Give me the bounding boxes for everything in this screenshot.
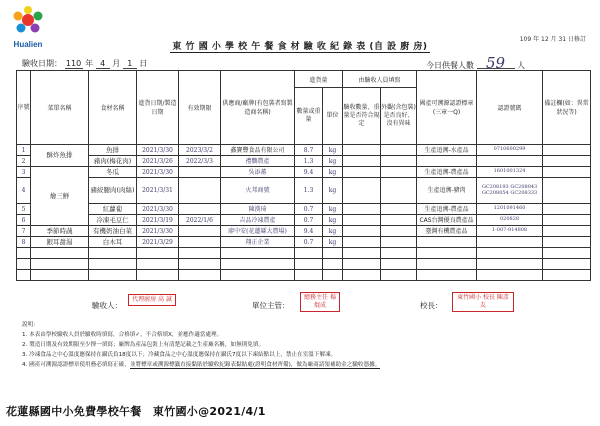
cell-supplier: 廖中安(花蓮縣大農場) xyxy=(221,226,295,237)
cell-trace xyxy=(417,156,477,167)
cell-expiry: 2022/3/3 xyxy=(179,156,221,167)
cell-check-app xyxy=(381,248,417,259)
cell-unit xyxy=(323,270,343,281)
header-in-amount: 進貨量 xyxy=(295,71,343,88)
header-food: 食材名稱 xyxy=(89,71,137,145)
cell-note xyxy=(543,237,591,248)
cell-check-qty xyxy=(343,156,381,167)
cell-note xyxy=(543,167,591,178)
cell-dish xyxy=(31,259,89,270)
cell-in-date: 2021/3/30 xyxy=(137,167,179,178)
cell-expiry: 2022/1/6 xyxy=(179,215,221,226)
table-row xyxy=(17,178,591,204)
note-item: 3. 冷凍食品之中心溫度應保持在攝氏負18度以下；冷藏食品之中心溫度應保持在攝氏7度以下凍結點以上，禁止在室溫下解凍。 xyxy=(22,352,337,358)
cell-seq: 6 xyxy=(17,215,31,226)
cell-trace: 生產追溯-豬肉 xyxy=(417,178,477,204)
cell-note xyxy=(543,248,591,259)
cell-trace: 生產追溯-農產品 xyxy=(417,167,477,178)
table-row xyxy=(17,167,591,178)
cell-expiry xyxy=(179,167,221,178)
cell-food xyxy=(89,259,137,270)
cell-cert: 0710600299 xyxy=(477,145,543,156)
footer-caption: 花蓮縣國中小免費學校午餐 東竹國小@2021/4/1 xyxy=(6,405,266,418)
cell-in-date: 2021/3/31 xyxy=(137,178,179,204)
cell-note xyxy=(543,145,591,156)
note-item: 1. 本表由學校驗收人員於驗收時填寫，合格填✓，不合格填X，並應作適當處理。 xyxy=(22,332,223,338)
cell-seq: 8 xyxy=(17,237,31,248)
cell-supplier: 翔正企業 xyxy=(221,237,295,248)
revision-date: 109 年 12 月 31 日修訂 xyxy=(519,36,586,43)
cell-note xyxy=(543,178,591,204)
cell-trace xyxy=(417,259,477,270)
cell-unit xyxy=(323,259,343,270)
header-note: 備註欄(如：異常狀況等) xyxy=(543,71,591,145)
note-item: 4. 國產可溯源認證標章使用務必填寫正確，並將標章或溯源標籤直接黏貼於驗收紀錄表黏貼處(證明食材齊備)，做為廠商請領補助金之驗收憑據。 xyxy=(22,362,381,368)
cell-check-app xyxy=(381,167,417,178)
note-emphasis: 並將標章或溯源標籤直接黏貼於驗收紀錄表黏貼處(證明食材齊備)，做為廠商請領補助金之驗收憑據。 xyxy=(129,362,381,368)
cell-cert: 020828 xyxy=(477,215,543,226)
table-row xyxy=(17,259,591,270)
cell-check-app xyxy=(381,237,417,248)
cell-cert: 1601001324 xyxy=(477,167,543,178)
cell-food: 有機奶油白菜 xyxy=(89,226,137,237)
cell-qty xyxy=(295,248,323,259)
cell-note xyxy=(543,204,591,215)
cell-seq xyxy=(17,259,31,270)
cell-note xyxy=(543,215,591,226)
cell-food: 豬肉(梅花肉) xyxy=(89,156,137,167)
cell-in-date: 2021/3/30 xyxy=(137,145,179,156)
cell-seq xyxy=(17,248,31,259)
inspector-label: 驗收人： xyxy=(92,301,122,310)
header-cert-no: 認證號碼 xyxy=(477,71,543,145)
cell-expiry xyxy=(179,237,221,248)
header-expiry: 有效期限 xyxy=(179,71,221,145)
cell-cert xyxy=(477,259,543,270)
cell-unit: kg xyxy=(323,226,343,237)
cell-seq: 1 xyxy=(17,145,31,156)
cell-check-app xyxy=(381,145,417,156)
cell-qty xyxy=(295,259,323,270)
cell-seq: 5 xyxy=(17,204,31,215)
header-unit: 單位 xyxy=(323,88,343,145)
table-row xyxy=(17,226,591,237)
header-quantity: 數量或重量 xyxy=(295,88,323,145)
cell-in-date: 2021/3/19 xyxy=(137,215,179,226)
cell-expiry xyxy=(179,259,221,270)
cell-dish xyxy=(31,248,89,259)
inspection-date-row: 驗收日期： 110 年 4 月 1 日 xyxy=(22,59,148,68)
cell-check-qty xyxy=(343,248,381,259)
cell-supplier: 吉品冷凍農產 xyxy=(221,215,295,226)
cell-trace: CAS台灣優良農產品 xyxy=(417,215,477,226)
cell-cert: GC208193 GC208043 GC208054 GC208333 xyxy=(477,178,543,204)
cell-cert xyxy=(477,270,543,281)
cell-food xyxy=(89,270,137,281)
cell-unit: kg xyxy=(323,204,343,215)
cell-dish: 銀耳甜湯 xyxy=(31,237,89,248)
cell-food: 冬瓜 xyxy=(89,167,137,178)
notes-section xyxy=(22,320,592,370)
table-row xyxy=(17,237,591,248)
cell-qty: 0.7 xyxy=(295,215,323,226)
table-row xyxy=(17,204,591,215)
cell-qty xyxy=(295,270,323,281)
cell-food: 魚排 xyxy=(89,145,137,156)
inspection-table xyxy=(16,70,591,281)
cell-unit: kg xyxy=(323,156,343,167)
cell-dish xyxy=(31,270,89,281)
cell-check-app xyxy=(381,178,417,204)
table-row xyxy=(17,215,591,226)
cell-in-date: 2021/3/30 xyxy=(137,204,179,215)
cell-cert xyxy=(477,237,543,248)
cell-note xyxy=(543,270,591,281)
cell-in-date: 2021/3/26 xyxy=(137,156,179,167)
cell-in-date: 2021/3/29 xyxy=(137,237,179,248)
cell-note xyxy=(543,259,591,270)
cell-in-date xyxy=(137,270,179,281)
cell-unit: kg xyxy=(323,167,343,178)
cell-check-qty xyxy=(343,167,381,178)
cell-dish: 季節時蔬 xyxy=(31,226,89,237)
cell-trace xyxy=(417,270,477,281)
cell-food: 紅蘿蔔 xyxy=(89,204,137,215)
meal-count-value: 59 xyxy=(477,58,515,69)
cell-check-qty xyxy=(343,270,381,281)
cell-trace xyxy=(417,248,477,259)
cell-seq: 7 xyxy=(17,226,31,237)
cell-food: 冷凍毛豆仁 xyxy=(89,215,137,226)
cell-in-date xyxy=(137,259,179,270)
cell-check-qty xyxy=(343,215,381,226)
cell-qty: 9.4 xyxy=(295,226,323,237)
cell-qty: 1.3 xyxy=(295,178,323,204)
header-check-appearance: 外觀(含包裝)是否良好、沒有異味 xyxy=(381,88,417,145)
table-row xyxy=(17,248,591,259)
cell-check-qty xyxy=(343,259,381,270)
cell-supplier: 鑫寶豐食品有限公司 xyxy=(221,145,295,156)
header-check-qty: 驗收數量、重量是否符合規定 xyxy=(343,88,381,145)
cell-qty: 0.7 xyxy=(295,204,323,215)
header-check-group: 由驗收人員填寫 xyxy=(343,71,417,88)
cell-supplier: 禮鸚農產 xyxy=(221,156,295,167)
cell-check-qty xyxy=(343,237,381,248)
cell-check-app xyxy=(381,226,417,237)
cell-check-app xyxy=(381,156,417,167)
cell-qty: 1.3 xyxy=(295,156,323,167)
cell-check-app xyxy=(381,270,417,281)
cell-unit: kg xyxy=(323,178,343,204)
cell-expiry: 2023/3/2 xyxy=(179,145,221,156)
cell-supplier xyxy=(221,259,295,270)
cell-check-app xyxy=(381,259,417,270)
cell-expiry xyxy=(179,248,221,259)
meal-count-row: 今日供餐人數 59 人 xyxy=(426,54,526,72)
cell-supplier: 吳添蕃 xyxy=(221,167,295,178)
table-row xyxy=(17,270,591,281)
cell-note xyxy=(543,226,591,237)
cell-unit: kg xyxy=(323,145,343,156)
note-item: 2. 製造日期及有效期限至少擇一填寫；廠牌為產品包裝上有清楚記載之生產廠名稱，如無則免填。 xyxy=(22,342,265,348)
principal-stamp: 東竹國小 校長 陳彥友 xyxy=(452,292,514,312)
cell-cert xyxy=(477,156,543,167)
cell-trace xyxy=(417,237,477,248)
header-in-date: 進貨日期/製造日期 xyxy=(137,71,179,145)
supervisor-label: 單位主管： xyxy=(252,301,290,310)
cell-seq: 4 xyxy=(17,178,31,204)
cell-unit: kg xyxy=(323,237,343,248)
cell-seq: 3 xyxy=(17,167,31,178)
cell-check-qty xyxy=(343,145,381,156)
principal-label: 校長： xyxy=(420,301,443,310)
form-title: 東 竹 國 小 學 校 午 餐 食 材 驗 收 紀 錄 表 (自 設 廚 房) xyxy=(172,42,428,52)
notes-heading: 說明： xyxy=(22,322,39,328)
cell-supplier: 陳漢琦 xyxy=(221,204,295,215)
cell-food: 白木耳 xyxy=(89,237,137,248)
logo-text: Hualien xyxy=(13,40,43,49)
cell-unit xyxy=(323,248,343,259)
cell-trace: 生產追溯-水產品 xyxy=(417,145,477,156)
cell-supplier xyxy=(221,248,295,259)
cell-dish: 燴三鮮 xyxy=(31,167,89,226)
cell-seq: 2 xyxy=(17,156,31,167)
cell-cert: 1-007-914808 xyxy=(477,226,543,237)
cell-trace: 臺灣有機農產品 xyxy=(417,226,477,237)
cell-check-qty xyxy=(343,226,381,237)
header-dish: 菜單名稱 xyxy=(31,71,89,145)
inspector-stamp: 代理廚房 高 誠 xyxy=(128,294,176,306)
cell-check-app xyxy=(381,215,417,226)
cell-in-date xyxy=(137,248,179,259)
table-row xyxy=(17,145,591,156)
cell-supplier xyxy=(221,270,295,281)
cell-cert xyxy=(477,248,543,259)
header-trace-label: 國產可溯源認證標章(三章一Q) xyxy=(417,71,477,145)
cell-qty: 9.4 xyxy=(295,167,323,178)
cell-check-qty xyxy=(343,178,381,204)
table-row xyxy=(17,156,591,167)
header-supplier: 供應商/廠牌(有包裝者寫製造商名稱) xyxy=(221,71,295,145)
supervisor-stamp: 總務主任 楊焜成 xyxy=(300,292,340,312)
cell-check-app xyxy=(381,204,417,215)
cell-cert: 1201091460 xyxy=(477,204,543,215)
cell-note xyxy=(543,156,591,167)
header-seq: 序號 xyxy=(17,71,31,145)
cell-unit: kg xyxy=(323,215,343,226)
cell-seq xyxy=(17,270,31,281)
cell-expiry xyxy=(179,270,221,281)
cell-supplier: 火邦商號 xyxy=(221,178,295,204)
cell-qty: 0.7 xyxy=(295,237,323,248)
cell-trace: 生產追溯-農產品 xyxy=(417,204,477,215)
cell-expiry xyxy=(179,204,221,215)
cell-food xyxy=(89,248,137,259)
cell-food: 豬絞腿肉(肉絲) xyxy=(89,178,137,204)
cell-check-qty xyxy=(343,204,381,215)
cell-dish: 酥炸魚排 xyxy=(31,145,89,167)
cell-qty: 8.7 xyxy=(295,145,323,156)
cell-in-date: 2021/3/30 xyxy=(137,226,179,237)
cell-expiry xyxy=(179,178,221,204)
cell-expiry xyxy=(179,226,221,237)
